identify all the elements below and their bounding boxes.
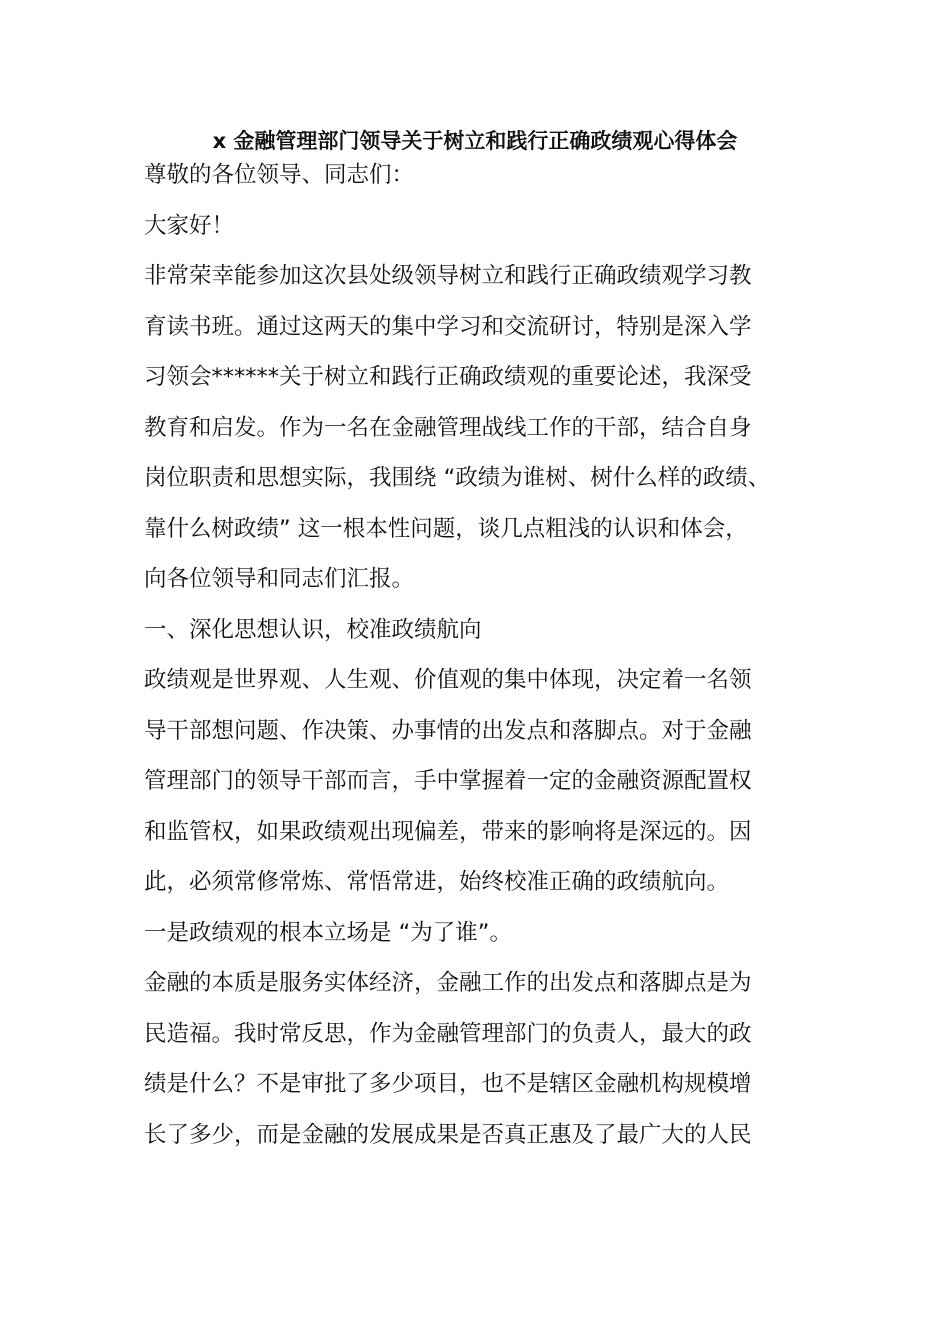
paragraph-line: 和监管权，如果政绩观出现偏差，带来的影响将是深远的。因	[144, 818, 752, 845]
paragraph-line: 管理部门的领导干部而言，手中掌握着一定的金融资源配置权	[144, 768, 752, 794]
paragraph-line: 绩是什么？不是审批了多少项目，也不是辖区金融机构规模增	[144, 1071, 752, 1097]
paragraph-line: 教育和启发。作为一名在金融管理战线工作的干部，结合自身	[144, 414, 752, 441]
greeting: 大家好！	[144, 212, 235, 239]
subsection-heading: 一是政绩观的根本立场是 “为了谁”。	[144, 919, 512, 946]
paragraph-line: 金融的本质是服务实体经济，金融工作的出发点和落脚点是为	[144, 970, 752, 996]
paragraph-line: 靠什么树政绩” 这一根本性问题，谈几点粗浅的认识和体会，	[144, 515, 748, 542]
salutation: 尊敬的各位领导、同志们：	[144, 162, 415, 188]
paragraph-line: 育读书班。通过这两天的集中学习和交流研讨，特别是深入学	[144, 313, 752, 340]
paragraph-line: 非常荣幸能参加这次县处级领导树立和践行正确政绩观学习教	[144, 263, 752, 289]
paragraph-line: 政绩观是世界观、人生观、价值观的集中体现，决定着一名领	[144, 667, 752, 693]
paragraph-line: 导干部想问题、作决策、办事情的出发点和落脚点。对于金融	[144, 717, 752, 744]
section-heading: 一、深化思想认识，校准政绩航向	[144, 616, 482, 643]
paragraph-line: 此，必须常修常炼、常悟常进，始终校准正确的政绩航向。	[144, 869, 730, 895]
document-body	[144, 150, 824, 1160]
paragraph-line: 习领会******关于树立和践行正确政绩观的重要论述，我深受	[144, 364, 752, 390]
paragraph-line: 向各位领导和同志们汇报。	[144, 566, 415, 592]
paragraph-line: 民造福。我时常反思，作为金融管理部门的负责人，最大的政	[144, 1020, 752, 1047]
paragraph-line: 长了多少，而是金融的发展成果是否真正惠及了最广大的人民	[144, 1121, 752, 1148]
paragraph-line: 岗位职责和思想实际，我围绕 “政绩为谁树、树什么样的政绩、	[144, 465, 771, 491]
document-title: x 金融管理部门领导关于树立和践行正确政绩观心得体会	[212, 129, 738, 153]
